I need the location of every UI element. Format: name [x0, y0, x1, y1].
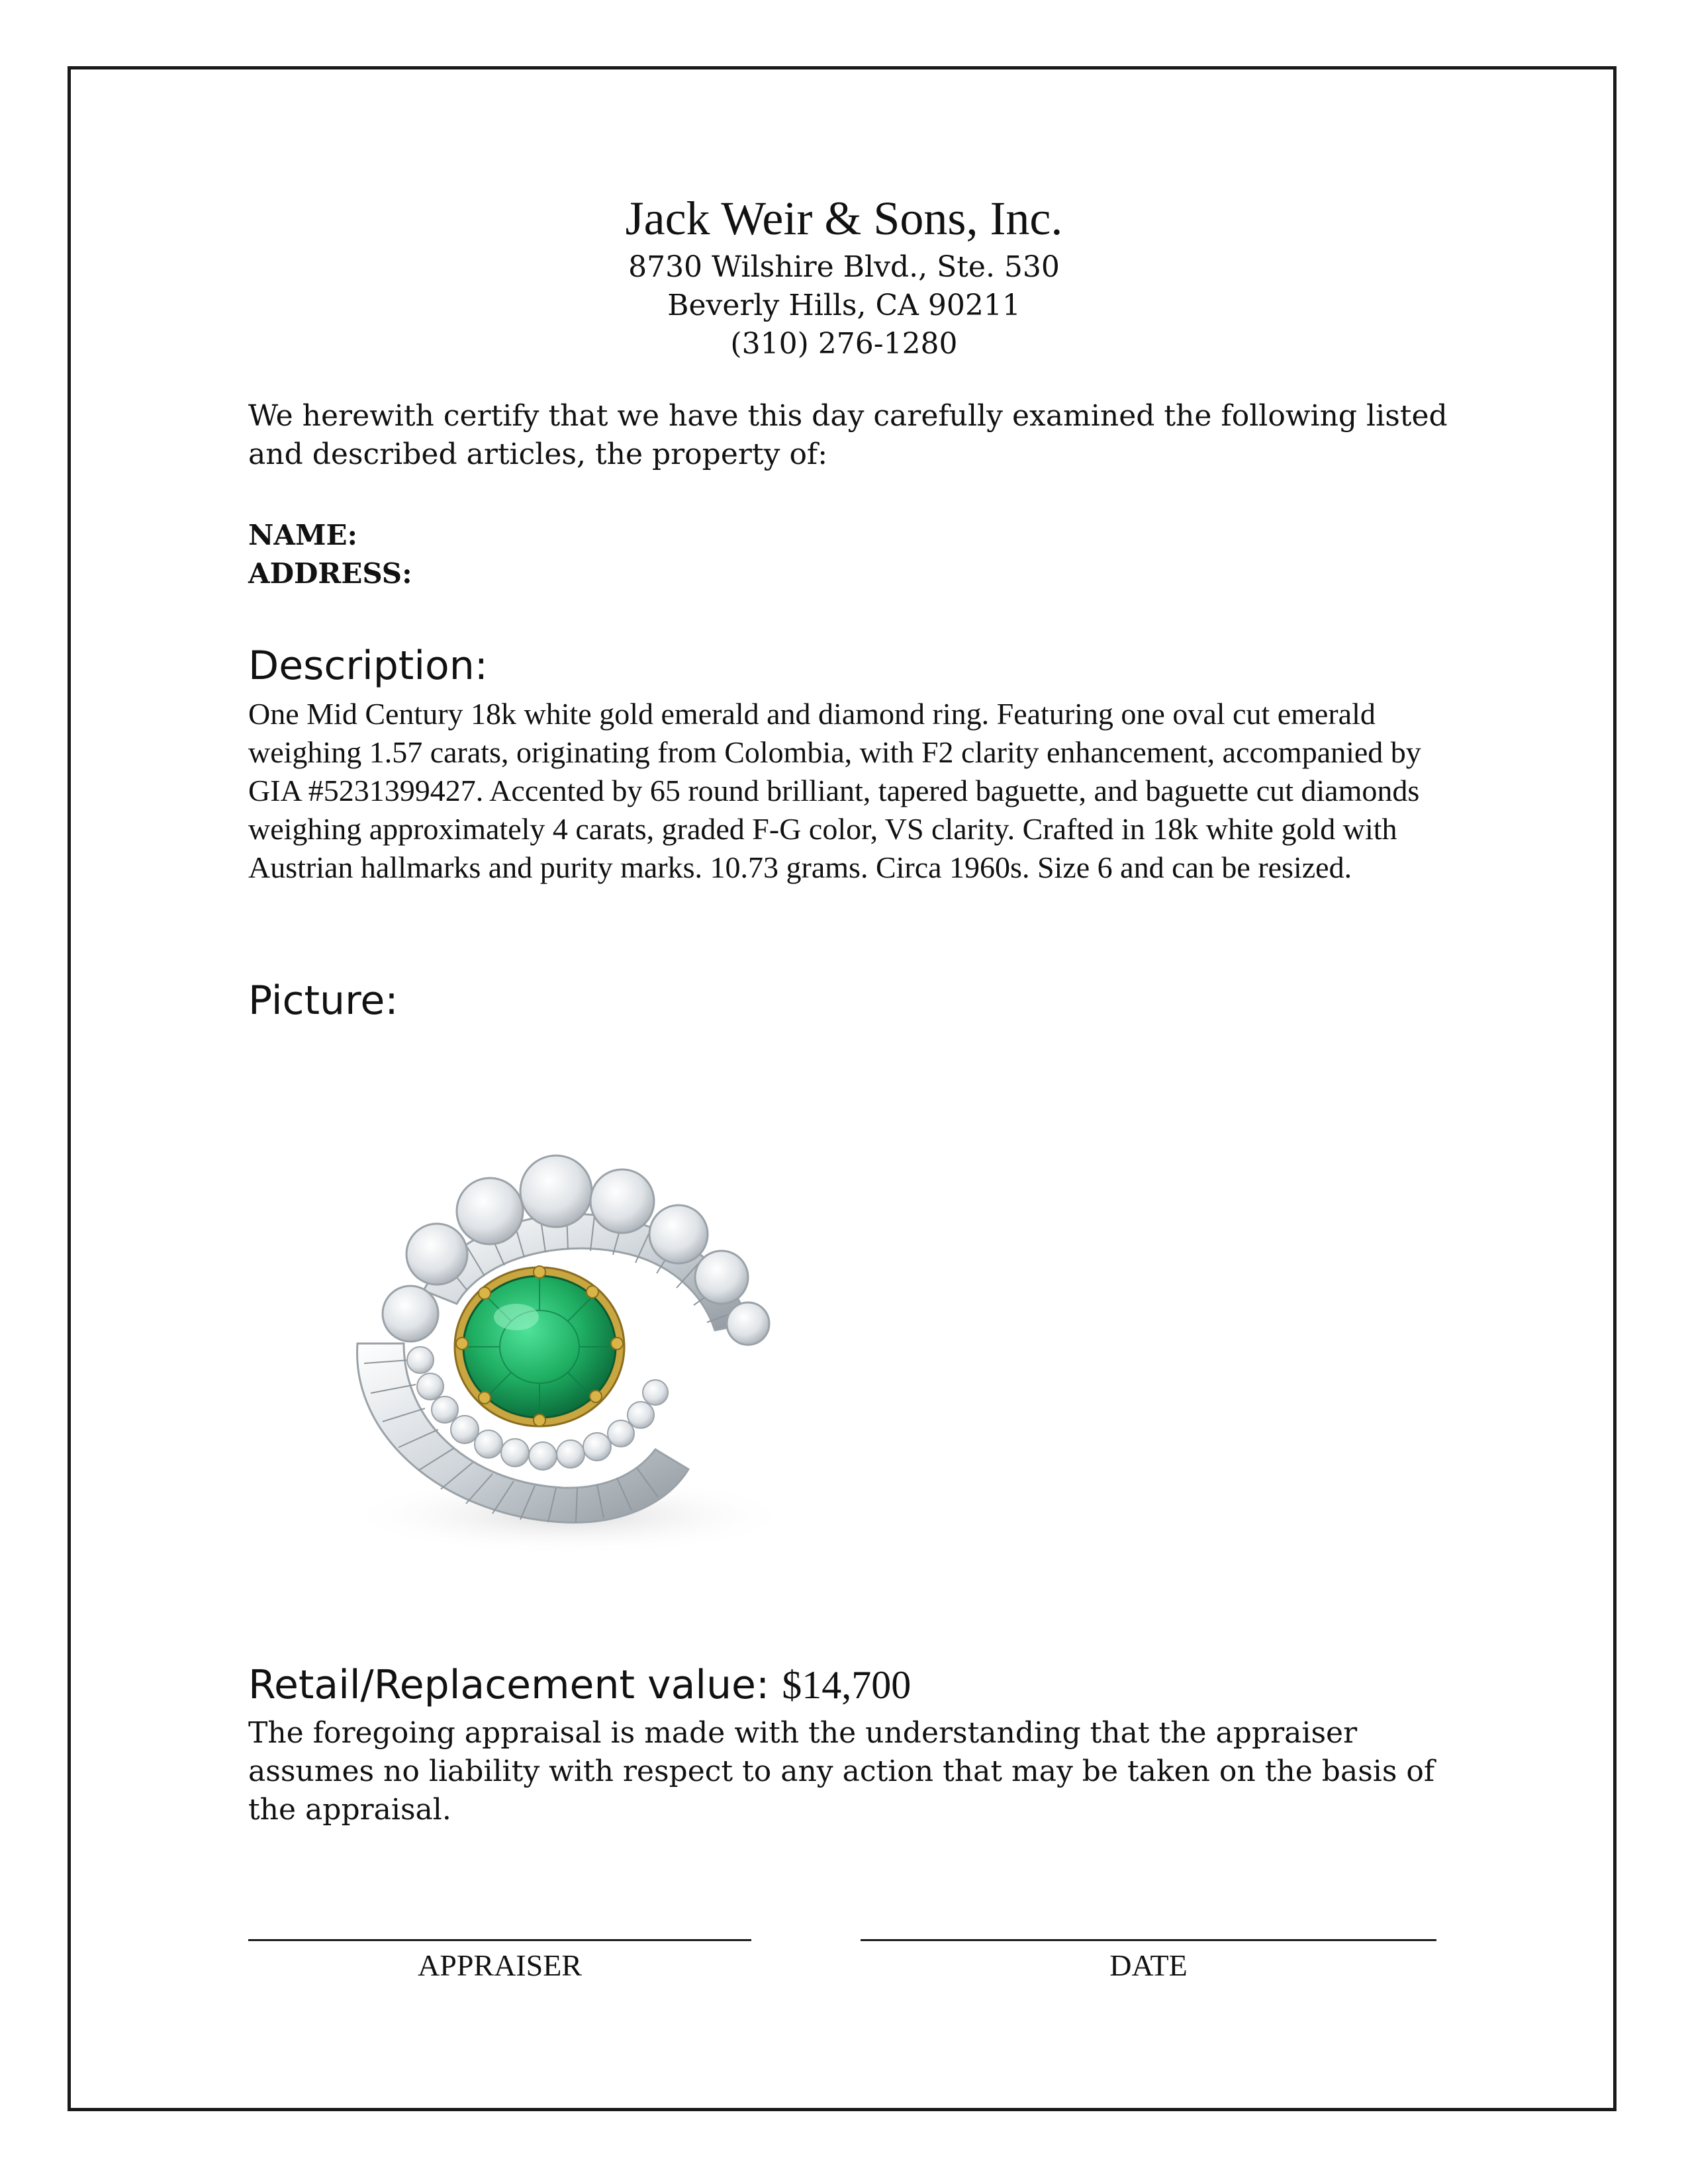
date-signature-line — [861, 1939, 1436, 1941]
description-heading: Description: — [248, 643, 488, 689]
certification-statement: We herewith certify that we have this day carefully examined the following listed and described articles, the property of: — [248, 399, 1448, 471]
ring-photo — [311, 1125, 827, 1575]
owner-fields — [248, 516, 1453, 593]
company-address-line2: Beverly Hills, CA 90211 — [667, 289, 1021, 322]
company-name: Jack Weir & Sons, Inc. — [625, 192, 1063, 245]
name-label: NAME: — [248, 519, 357, 551]
description-text: One Mid Century 18k white gold emerald and diamond ring. Featuring one oval cut emerald weighing 1.57 carats, originating from Colombia, with F2 clarity enhancement, accompanied by GIA #5231399427. Accented by 65 round brilliant, tapered baguette, and baguette cut diamonds weighing approximately 4 carats, graded F-G color, VS clarity. Crafted in 18k white gold with Austrian hallmarks and purity marks. 10.73 grams. Circa 1960s. Size 6 and can be resized. — [248, 697, 1421, 884]
appraisal-disclaimer: The foregoing appraisal is made with the understanding that the appraiser assumes no liability with respect to any action that may be taken on the basis of the appraisal. — [248, 1716, 1435, 1827]
retail-value — [248, 1660, 1453, 1710]
company-phone: (310) 276-1280 — [730, 327, 958, 361]
picture-heading: Picture: — [248, 978, 399, 1024]
letterhead — [0, 189, 1688, 363]
appraiser-label: APPRAISER — [418, 1948, 582, 1982]
appraiser-signature-line — [248, 1939, 751, 1941]
company-address-line1: 8730 Wilshire Blvd., Ste. 530 — [628, 250, 1060, 284]
emerald-highlight — [494, 1304, 539, 1330]
retail-value-amount: $14,700 — [782, 1663, 912, 1707]
address-label: ADDRESS: — [248, 557, 412, 590]
retail-value-label: Retail/Replacement value: — [248, 1662, 782, 1708]
date-label: DATE — [1109, 1948, 1188, 1982]
